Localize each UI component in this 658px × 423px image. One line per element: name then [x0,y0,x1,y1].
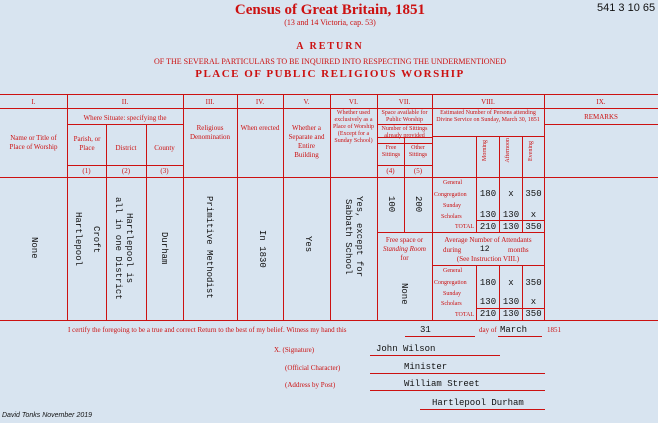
col-VI: VI. [348,98,359,106]
value-district: Hartlepool is all in one District [113,197,134,300]
congregation-label-2: Congregation [434,280,467,286]
header-morning: Morning [482,140,488,161]
att2-scholars-evening: x [530,297,537,307]
months-count: 12 [480,245,490,254]
att2-scholars-afternoon: 130 [502,297,520,307]
value-free: 100 [386,196,396,213]
att2-total-evening: 350 [525,309,542,319]
value-standing: None [399,283,409,305]
census-title: Census of Great Britain, 1851 [234,2,426,18]
header-religious: Religious Denomination [189,124,231,141]
value-denomination: Primitive Methodist [204,196,214,299]
att1-general-morning: 180 [479,189,497,199]
att1-scholars-afternoon: 130 [502,210,520,220]
general-label-1: General [443,180,462,186]
reference-number: 541 3 10 65 [597,2,656,14]
return-heading: A RETURN [296,41,364,52]
total-label-2: TOTAL [455,312,475,318]
standing-room-label: Standing Room [383,245,426,253]
census-act: (13 and 14 Victoria, cap. 53) [284,18,376,27]
att1-scholars-evening: x [530,210,537,220]
address-label: (Address by Post) [285,381,336,389]
particulars-heading: OF THE SEVERAL PARTICULARS TO BE INQUIRED INTO RESPECTING THE UNDERMENTIONED [154,57,506,66]
place-heading: PLACE OF PUBLIC RELIGIOUS WORSHIP [195,68,465,80]
num-5: (5) [413,167,423,175]
header-free: Free Sittings [381,145,401,158]
col-IV: IV. [255,98,265,106]
value-parish: Hartlepool [73,212,83,267]
col-VII: VII. [398,98,411,106]
num-3: (3) [160,167,169,175]
header-remarks: REMARKS [584,113,618,121]
col-I: I. [31,98,36,106]
general-label-2: General [443,268,462,274]
att1-total-morning: 210 [479,222,497,232]
att1-general-evening: 350 [525,189,542,199]
for-label: for [400,254,409,262]
value-county: Durham [159,232,169,265]
total-label-1: TOTAL [455,224,475,230]
col-III: III. [205,98,215,106]
att2-total-morning: 210 [479,309,497,319]
value-separate: Yes [303,236,313,253]
col-II: II. [121,98,129,106]
value-exclusive: Yes, except for Sabbath School [343,196,364,278]
header-separate: Whether a Separate and Entire Building [288,124,325,159]
att1-scholars-morning: 130 [479,210,497,220]
signature-label: X. (Signature) [274,346,315,354]
certify-year: 1851 [547,326,561,334]
day-of-label: day of [479,326,497,334]
months-label: months [508,246,529,254]
value-erected: In 1830 [257,230,267,268]
num-1: (1) [82,167,91,175]
signature-value: John Wilson [376,344,436,354]
header-when: When erected [240,124,280,132]
address-line-2: Hartlepool Durham [432,398,524,408]
value-other: 200 [413,196,423,213]
official-label: (Official Character) [285,364,341,372]
sunday-label-2: Sunday [443,291,461,297]
col-IX: IX. [596,98,606,106]
header-situate: Where Situate: specifying the [83,114,167,122]
value-place: Croft [91,226,101,254]
certify-day: 31 [420,325,431,335]
att2-general-afternoon: x [508,278,514,288]
address-line-1: William Street [404,379,480,389]
certify-text: I certify the foregoing to be a true and correct Return to the best of my belief. Witness my hand this [68,326,347,334]
header-parish: Parish, or Place [73,135,101,152]
col-V: V. [303,98,310,106]
instruction-label: (See Instruction VIII.) [456,255,520,263]
header-name-title: Name or Title of Place of Worship [9,134,58,151]
att1-total-evening: 350 [525,222,542,232]
during-label: during [443,246,462,254]
att1-general-afternoon: x [508,189,514,199]
scholars-label-1: Scholars [441,214,462,220]
sunday-label-1: Sunday [443,203,461,209]
credit-text: David Tonks November 2019 [2,412,93,419]
congregation-label-1: Congregation [434,192,467,198]
header-estimated: Estimated Number of Persons attending Divine Service on Sunday, March 30, 1851 [436,110,540,123]
value-name: None [29,237,39,259]
num-4: (4) [386,167,395,175]
certify-month: March [500,325,528,335]
att1-total-afternoon: 130 [502,222,520,232]
average-label: Average Number of Attendants [444,236,532,244]
header-evening: Evening [528,141,534,161]
col-VIII: VIII. [481,98,495,106]
att2-general-morning: 180 [479,278,497,288]
att2-total-afternoon: 130 [502,309,520,319]
header-space: Space available for Public Worship [381,110,428,123]
header-sittings: Number of Sittings already provided [381,126,428,139]
header-exclusively: Whether used exclusively as a Place of Worship (Except for a Sunday School) [332,110,375,144]
header-other: Other Sittings [408,145,428,158]
num-2: (2) [121,167,131,175]
free-space-label: Free space or [385,236,424,244]
scholars-label-2: Scholars [441,301,462,307]
header-afternoon: Afternoon [505,138,511,163]
att2-scholars-morning: 130 [479,297,497,307]
header-county: County [154,144,175,152]
att2-general-evening: 350 [525,278,542,288]
header-district: District [115,144,137,152]
official-value: Minister [404,362,448,372]
